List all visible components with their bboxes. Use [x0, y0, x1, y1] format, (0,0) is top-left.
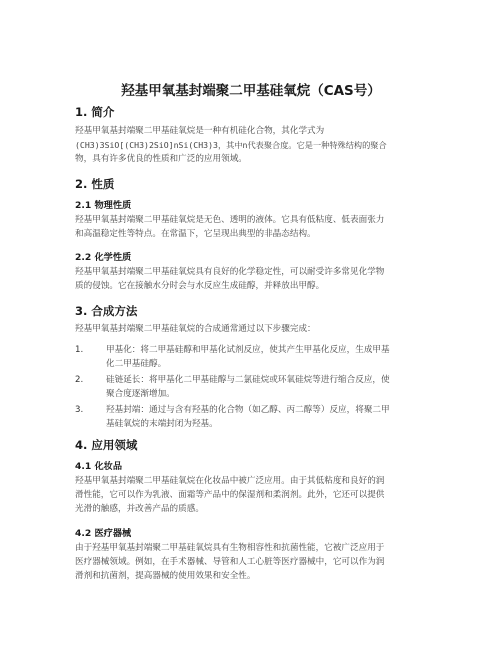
medical-line-2: 医疗器械领域。例如，在手术器械、导管和人工心脏等医疗器械中，它可以作为润 [75, 557, 385, 567]
cosmetics-line-1: 羟基甲氧基封端聚二甲基硅氧烷在化妆品中被广泛应用。由于其低粘度和良好的润 [75, 476, 385, 486]
list-line: 化二甲基硅醇。 [106, 359, 167, 370]
intro-line-3: 物，具有许多优良的性质和广泛的应用领域。 [75, 154, 247, 164]
section-heading-properties: 2. 性质 [75, 177, 115, 191]
chemical-line-1: 羟基甲氧基封端聚二甲基硅氧烷具有良好的化学稳定性，可以耐受许多常见化学物 [75, 267, 385, 277]
list-line: 聚合度逐渐增加。 [106, 389, 175, 400]
cosmetics-line-3: 光滑的触感，并改善产品的质感。 [75, 504, 204, 514]
physical-line-2: 和高温稳定性等特点。在常温下，它呈现出典型的非晶态结构。 [75, 229, 316, 239]
subheading-medical-devices: 4.2 医疗器械 [75, 528, 132, 539]
chemical-line-2: 质的侵蚀。它在接触水分时会与水反应生成硅醇，并释放出甲醇。 [75, 281, 325, 291]
list-line: 甲基化：将二甲基硅醇和甲基化试剂反应，使其产生甲基化反应，生成甲基 [106, 345, 390, 355]
medical-line-1: 由于羟基甲氧基封端聚二甲基硅氧烷具有生物相容性和抗菌性能，它被广泛应用于 [75, 543, 385, 553]
section-heading-synthesis: 3. 合成方法 [75, 304, 138, 318]
subheading-chemical: 2.2 化学性质 [75, 252, 132, 263]
document-title: 羟基甲氧基封端聚二甲基硅氧烷（CAS号） [121, 83, 381, 99]
list-line: 硅链延长：将甲基化二甲基硅醇与二氯硅烷或环氧硅烷等进行缩合反应，使 [106, 375, 390, 385]
list-line: 基硅氧烷的末端封闭为羟基。 [106, 419, 218, 430]
subheading-physical: 2.1 物理性质 [75, 200, 132, 211]
intro-line-1: 羟基甲氧基封端聚二甲基硅氧烷是一种有机硅化合物，其化学式为 [75, 126, 325, 136]
list-line: 羟基封端：通过与含有羟基的化合物（如乙醇、丙二醇等）反应，将聚二甲 [106, 405, 390, 415]
intro-line-2: (CH3)3SiO[(CH3)2SiO]nSi(CH3)3，其中n代表聚合度。它是一种特殊结构的聚合 [75, 140, 387, 150]
list-number: 1. [75, 345, 84, 355]
medical-line-3: 滑剂和抗菌剂，提高器械的使用效果和安全性。 [75, 571, 256, 581]
physical-line-1: 羟基甲氧基封端聚二甲基硅氧烷是无色、透明的液体。它具有低粘度、低表面张力 [75, 215, 385, 225]
list-item [75, 343, 435, 373]
list-number: 3. [75, 405, 84, 415]
subheading-cosmetics: 4.1 化妆品 [75, 461, 123, 472]
list-item [75, 373, 435, 403]
section-heading-applications: 4. 应用领域 [75, 438, 138, 452]
synthesis-intro: 羟基甲氧基封端聚二甲基硅氧烷的合成通常通过以下步骤完成： [75, 324, 316, 334]
list-number: 2. [75, 375, 84, 385]
list-item [75, 403, 435, 433]
cosmetics-line-2: 滑性能，它可以作为乳液、面霜等产品中的保湿剂和柔润剂。此外，它还可以提供 [75, 490, 385, 500]
section-heading-intro: 1. 简介 [75, 105, 115, 119]
